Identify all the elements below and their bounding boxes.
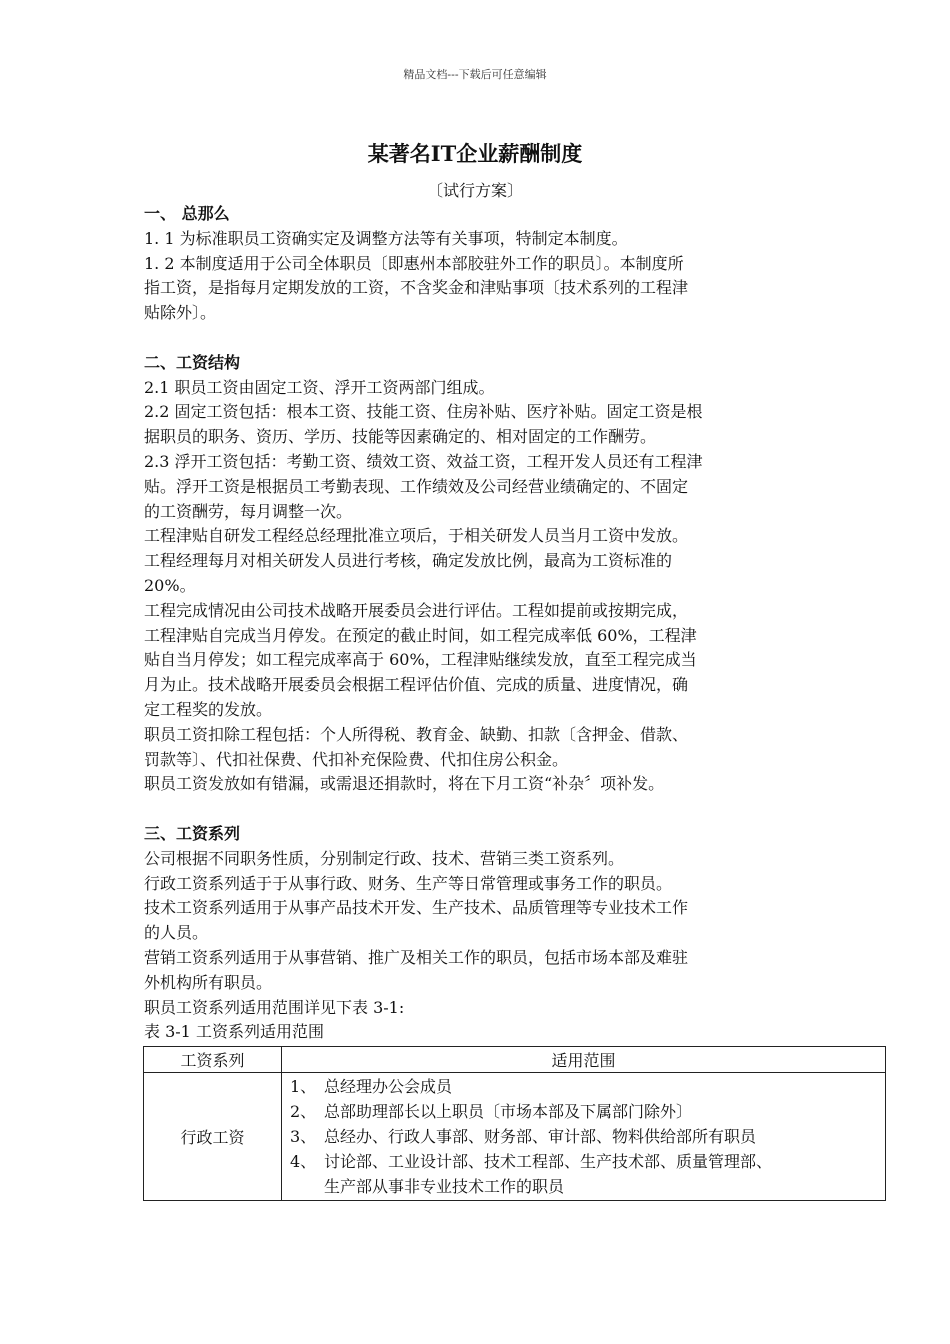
column-header-series: 工资系列 <box>144 1047 282 1073</box>
paragraph-line: 技术工资系列适用于从事产品技术开发、生产技术、品质管理等专业技术工作 <box>144 898 689 918</box>
table-row <box>144 1073 886 1201</box>
paragraph-line: 的工资酬劳，每月调整一次。 <box>144 501 353 521</box>
item-number: 3、 <box>290 1127 317 1146</box>
scope-item <box>290 1174 879 1199</box>
paragraph-line: 1. 1 为标准职员工资确实定及调整方法等有关事项，特制定本制度。 <box>144 228 628 248</box>
document-title: 某著名IT企业薪酬制度 <box>367 141 583 166</box>
paragraph-line: 月为止。技术战略开展委员会根据工程评估价值、完成的质量、进度情况，确 <box>144 675 689 695</box>
table-caption: 表 3-1 工资系列适用范围 <box>144 1022 324 1042</box>
item-number: 1、 <box>290 1077 317 1096</box>
paragraph-line: 据职员的职务、资历、学历、技能等因素确定的、相对固定的工作酬劳。 <box>144 427 657 447</box>
paragraph-line: 指工资，是指每月定期发放的工资，不含奖金和津贴事项〔技术系列的工程津 <box>144 278 689 298</box>
scope-item <box>290 1124 879 1149</box>
paragraph-line: 2.2 固定工资包括：根本工资、技能工资、住房补贴、医疗补贴。固定工资是根 <box>144 402 703 422</box>
paragraph-line: 贴。浮开工资是根据员工考勤表现、工作绩效及公司经营业绩确定的、不固定 <box>144 476 689 496</box>
series-cell: 行政工资 <box>144 1073 282 1201</box>
paragraph-line: 1. 2 本制度适用于公司全体职员〔即惠州本部胶驻外工作的职员〕。本制度所 <box>144 253 684 273</box>
section-heading: 二、工资结构 <box>144 352 241 372</box>
scope-item <box>290 1074 879 1099</box>
paragraph-line: 职员工资发放如有错漏，或需退还捐款时，将在下月工资“补杂〞项补发。 <box>144 774 665 794</box>
section-heading: 一、 总那么 <box>144 204 230 223</box>
paragraph-line: 行政工资系列适于于从事行政、财务、生产等日常管理或事务工作的职员。 <box>144 873 673 893</box>
salary-series-table <box>143 1046 886 1201</box>
spacer <box>144 797 812 822</box>
paragraph-line: 营销工资系列适用于从事营销、推广及相关工作的职员，包括市场本部及难驻 <box>144 947 689 967</box>
scope-item <box>290 1149 879 1174</box>
paragraph-line: 2.1 职员工资由固定工资、浮开工资两部门组成。 <box>144 377 495 397</box>
paragraph-line: 20%。 <box>144 575 196 595</box>
paragraph-line: 工程津贴自完成当月停发。在预定的截止时间，如工程完成率低 60%，工程津 <box>144 625 697 645</box>
table-header-row <box>144 1047 886 1073</box>
paragraph-line: 工程完成情况由公司技术战略开展委员会进行评估。工程如提前或按期完成， <box>144 600 689 620</box>
item-text: 讨论部、工业设计部、技术工程部、生产技术部、质量管理部、 <box>324 1152 773 1171</box>
item-number <box>290 1174 324 1199</box>
paragraph-line: 职员工资系列适用范围详见下表 3-1: <box>144 997 405 1017</box>
paragraph-line: 罚款等〕、代扣社保费、代扣补充保险费、代扣住房公积金。 <box>144 749 569 769</box>
item-text: 总经理办公会成员 <box>324 1077 453 1096</box>
item-number: 2、 <box>290 1102 317 1121</box>
paragraph-line: 外机构所有职员。 <box>144 972 273 992</box>
document-subtitle: 〔试行方案〕 <box>426 181 523 200</box>
spacer <box>144 326 812 351</box>
paragraph-line: 的人员。 <box>144 923 209 943</box>
paragraph-line: 定工程奖的发放。 <box>144 699 273 719</box>
paragraph-line: 2.3 浮开工资包括：考勤工资、绩效工资、效益工资，工程开发人员还有工程津 <box>144 451 703 471</box>
document-body <box>144 202 812 1045</box>
paragraph-line: 贴除外〕。 <box>144 303 217 323</box>
paragraph-line: 工程津贴自研发工程经总经理批准立项后，于相关研发人员当月工资中发放。 <box>144 526 689 546</box>
paragraph-line: 贴自当月停发；如工程完成率高于 60%，工程津贴继续发放，直至工程完成当 <box>144 650 697 670</box>
scope-cell <box>282 1073 886 1201</box>
page-header: 精品文档---下载后可任意编辑 <box>403 68 547 81</box>
paragraph-line: 公司根据不同职务性质，分别制定行政、技术、营销三类工资系列。 <box>144 848 625 868</box>
column-header-scope: 适用范围 <box>282 1047 886 1073</box>
scope-item <box>290 1099 879 1124</box>
item-text: 生产部从事非专业技术工作的职员 <box>324 1177 565 1196</box>
paragraph-line: 工程经理每月对相关研发人员进行考核，确定发放比例，最高为工资标准的 <box>144 551 673 571</box>
item-text: 总经办、行政人事部、财务部、审计部、物料供给部所有职员 <box>324 1127 757 1146</box>
section-heading: 三、工资系列 <box>144 823 241 843</box>
item-number: 4、 <box>290 1152 317 1171</box>
paragraph-line: 职员工资扣除工程包括：个人所得税、教育金、缺勤、扣款〔含押金、借款、 <box>144 724 689 744</box>
item-text: 总部助理部长以上职员〔市场本部及下属部门除外〕 <box>324 1102 693 1121</box>
